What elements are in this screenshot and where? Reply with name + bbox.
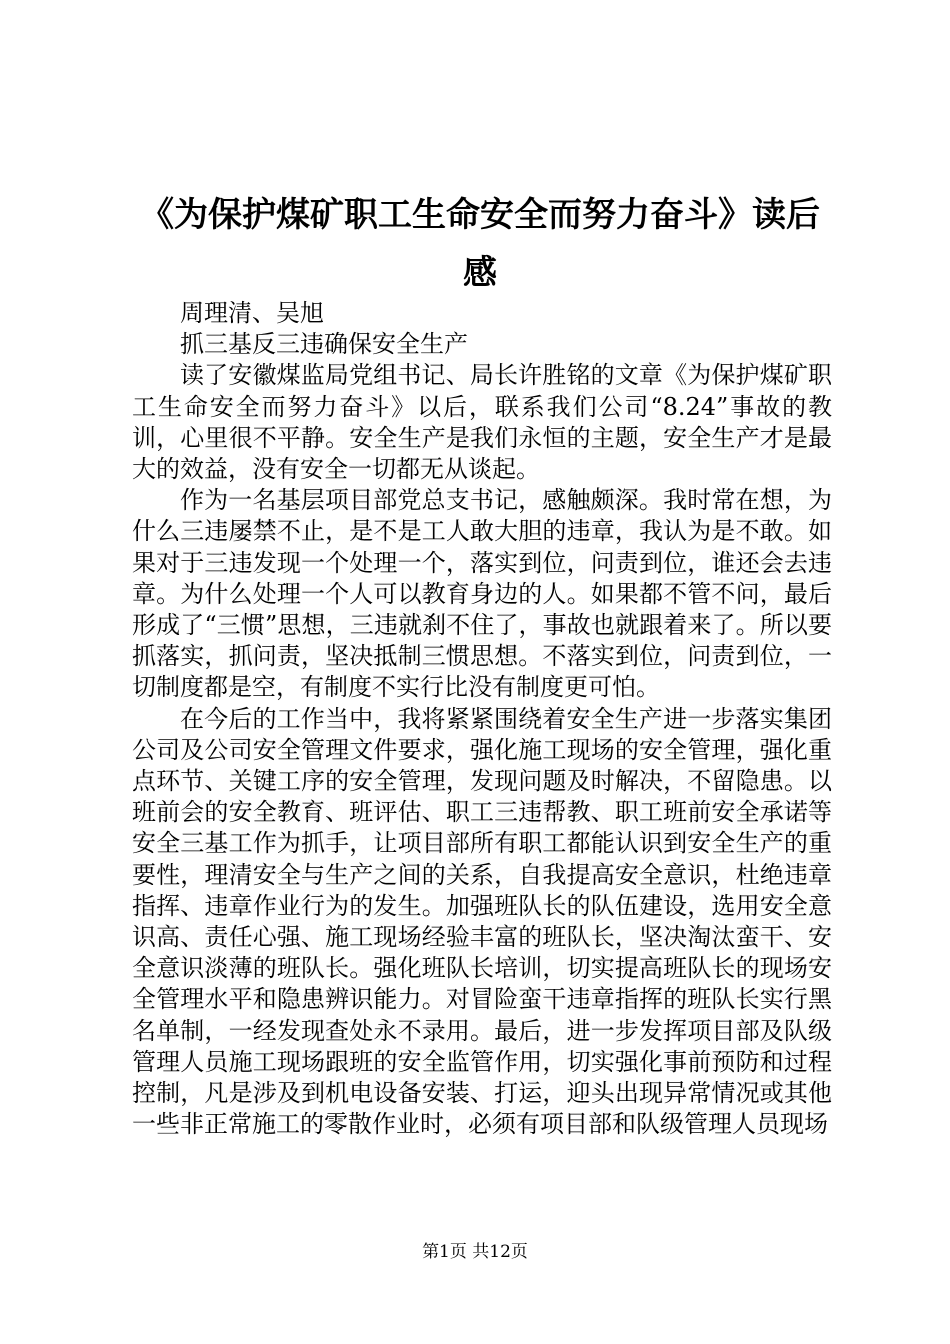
page-number: 第1页 共12页 (422, 1242, 528, 1262)
document-title: 《为保护煤矿职工生命安全而努力奋斗》读后感 (140, 195, 820, 293)
author-line: 周理清、吴旭 (180, 299, 324, 327)
subtitle-line: 抓三基反三违确保安全生产 (180, 330, 468, 359)
paragraph-3: 在今后的工作当中，我将紧紧围绕着安全生产进一步落实集团公司及公司安全管理文件要求，强化施工现场的安全管理，强化重点环节、关键工序的安全管理，发现问题及时解决，不留隐患。以班前会的安全教育、班评估、职工三违帮教、职工班前安全承诺等安全三基工作为抓手，让项目部所有职工都能认识到安全生产的重要性，理清安全与生产之间的关系，自我提高安全意识，杜绝违章指挥、违章作业行为的发生。加强班队长的队伍建设，选用安全意识高、责任心强、施工现场经验丰富的班队长，坚决淘汰蛮干、安全意识淡薄的班队长。强化班队长培训，切实提高班队长的现场安全管理水平和隐患辨识能力。对冒险蛮干违章指挥的班队长实行黑名单制，一经发现查处永不录用。最后，进一步发挥项目部及队级管理人员施工现场跟班的安全监管作用，切实强化事前预防和过程控制，凡是涉及到机电设备安装、打运，迎头出现异常情况或其他一些非正常施工的零散作业时，必须有项目部和队级管理人员现场 (132, 704, 832, 1139)
document-body (132, 298, 832, 1140)
paragraph-1: 读了安徽煤监局党组书记、局长许胜铭的文章《为保护煤矿职工生命安全而努力奋斗》以后，联系我们公司“8.24”事故的教训，心里很不平静。安全生产是我们永恒的主题，安全生产才是最大的效益，没有安全一切都无从谈起。 (132, 361, 832, 484)
page-footer (0, 1240, 950, 1264)
paragraph-2: 作为一名基层项目部党总支书记，感触颇深。我时常在想，为什么三违屡禁不止，是不是工人敢大胆的违章，我认为是不敢。如果对于三违发现一个处理一个，落实到位，问责到位，谁还会去违章。为什么处理一个人可以教育身边的人。如果都不管不问，最后形成了“三惯”思想，三违就刹不住了，事故也就跟着来了。所以要抓落实，抓问责，坚决抵制三惯思想。不落实到位，问责到位，一切制度都是空，有制度不实行比没有制度更可怕。 (132, 486, 832, 702)
